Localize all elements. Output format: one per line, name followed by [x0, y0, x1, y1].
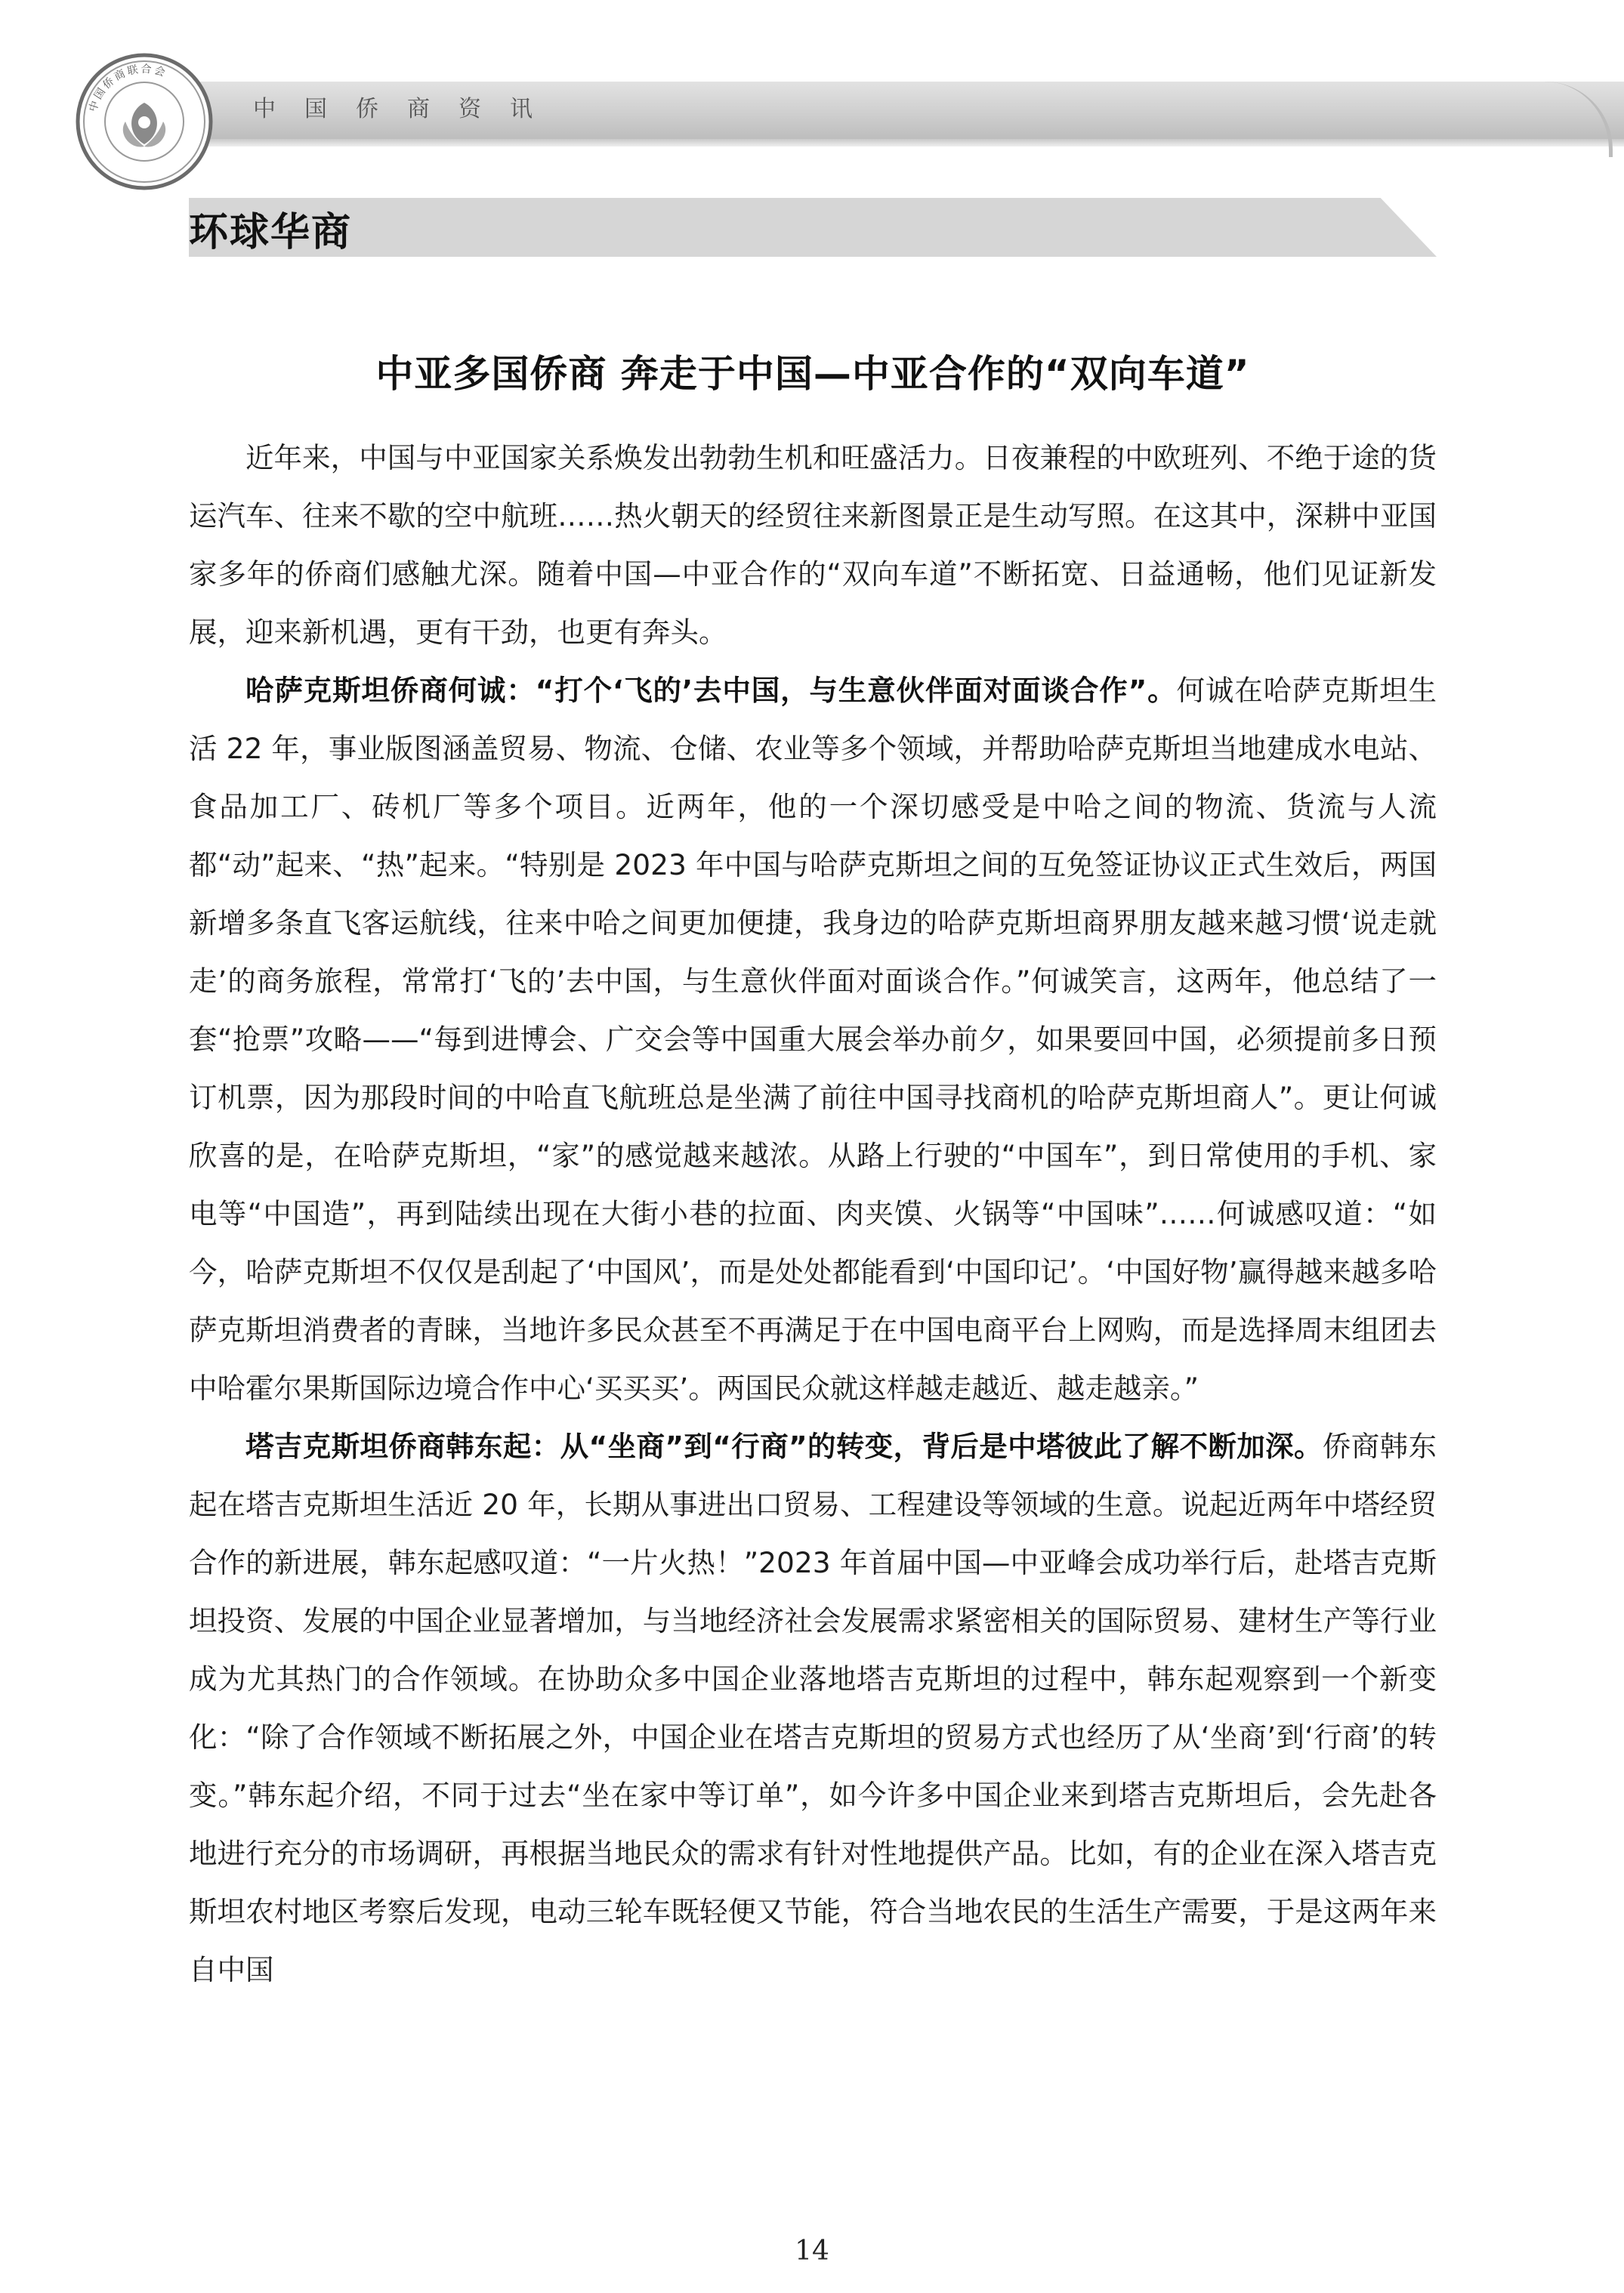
paragraph-text: 何诚在哈萨克斯坦生活 22 年，事业版图涵盖贸易、物流、仓储、农业等多个领域，并帮助哈萨克斯坦当地建成水电站、食品加工厂、砖机厂等多个项目。近两年，他的一个深切感受是中哈之间的物流、货流与人流都“动”起来、“热”起来。“特别是 2023 年中国与哈萨克斯坦之间的互免签证协议正式生效后，两国新增多条直飞客运航线，往来中哈之间更加便捷，我身边的哈萨克斯坦商界朋友越来越习惯‘说走就走’的商务旅程，常常打‘飞的’去中国，与生意伙伴面对面谈合作。”何诚笑言，这两年，他总结了一套“抢票”攻略——“每到进博会、广交会等中国重大展会举办前夕，如果要回中国，必须提前多日预订机票，因为那段时间的中哈直飞航班总是坐满了前往中国寻找商机的哈萨克斯坦商人”。更让何诚欣喜的是，在哈萨克斯坦，“家”的感觉越来越浓。从路上行驶的“中国车”，到日常使用的手机、家电等“中国造”，再到陆续出现在大街小巷的拉面、肉夹馍、火锅等“中国味”……何诚感叹道：“如今，哈萨克斯坦不仅仅是刮起了‘中国风’，而是处处都能看到‘中国印记’。‘中国好物’赢得越来越多哈萨克斯坦消费者的青睐，当地许多民众甚至不再满足于在中国电商平台上网购，而是选择周末组团去中哈霍尔果斯国际边境合作中心‘买买买’。两国民众就这样越走越近、越走越亲。” — [189, 674, 1437, 1405]
section-title: 环球华商 — [189, 209, 353, 255]
article-title: 中亚多国侨商 奔走于中国—中亚合作的“双向车道” — [375, 352, 1250, 396]
article-paragraph-3 — [189, 1418, 1437, 1999]
page-number: 14 — [795, 2236, 829, 2267]
paragraph-text: 近年来，中国与中亚国家关系焕发出勃勃生机和旺盛活力。日夜兼程的中欧班列、不绝于途的货运汽车、往来不歇的空中航班……热火朝天的经贸往来新图景正是生动写照。在这其中，深耕中亚国家多年的侨商们感触尤深。随着中国—中亚合作的“双向车道”不断拓宽、日益通畅，他们见证新发展，迎来新机遇，更有干劲，也更有奔头。 — [189, 441, 1437, 649]
paragraph-lead: 哈萨克斯坦侨商何诚：“打个‘飞的’去中国，与生意伙伴面对面谈合作”。 — [245, 674, 1177, 707]
publication-title: 中国侨商资讯 — [253, 96, 561, 122]
article-paragraph-2 — [189, 662, 1437, 1418]
paragraph-lead: 塔吉克斯坦侨商韩东起：从“坐商”到“行商”的转变，背后是中塔彼此了解不断加深。 — [245, 1430, 1323, 1463]
paragraph-text: 侨商韩东起在塔吉克斯坦生活近 20 年，长期从事进出口贸易、工程建设等领域的生意。说起近两年中塔经贸合作的新进展，韩东起感叹道：“一片火热！”2023 年首届中国—中亚峰会成功举行后，赴塔吉克斯坦投资、发展的中国企业显著增加，与当地经济社会发展需求紧密相关的国际贸易、建材生产等行业成为尤其热门的合作领域。在协助众多中国企业落地塔吉克斯坦的过程中，韩东起观察到一个新变化：“除了合作领域不断拓展之外，中国企业在塔吉克斯坦的贸易方式也经历了从‘坐商’到‘行商’的转变。”韩东起介绍，不同于过去“坐在家中等订单”，如今许多中国企业来到塔吉克斯坦后，会先赴各地进行充分的市场调研，再根据当地民众的需求有针对性地提供产品。比如，有的企业在深入塔吉克斯坦农村地区考察后发现，电动三轮车既轻便又节能，符合当地农民的生活生产需要，于是这两年来自中国 — [189, 1430, 1437, 1986]
article-body — [189, 429, 1437, 1999]
publication-logo — [73, 50, 216, 193]
section-heading-bar — [189, 198, 1437, 257]
logo-text: 中国侨商联合会 — [87, 63, 169, 113]
article-paragraph-1 — [189, 429, 1437, 662]
